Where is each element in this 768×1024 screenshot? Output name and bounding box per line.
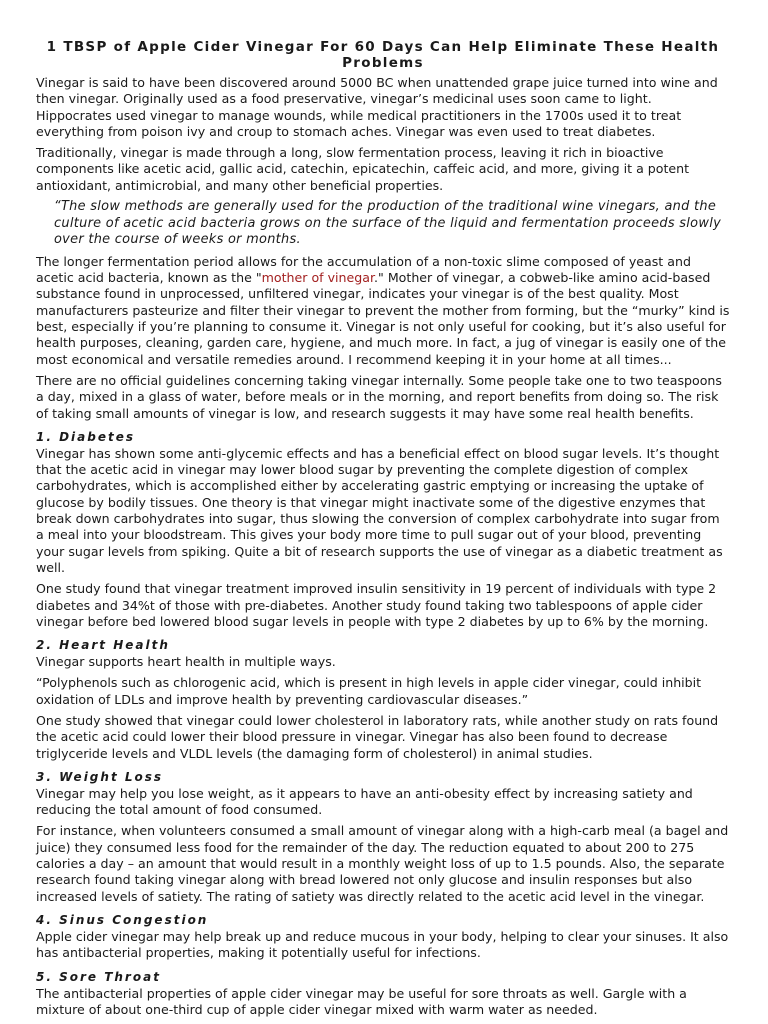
intro-paragraph-1: Vinegar is said to have been discovered around 5000 BC when unattended grape juice turned into wine and then vinegar. Originally used as a food preservative, vinegar’s medicinal uses soon came to light. Hippocrates used vinegar to manage wounds, while medical practitioners in the 1700s used it to treat everything from poison ivy and croup to stomach aches. Vinegar was even used to treat diabetes.: [36, 75, 718, 139]
sinus-congestion-paragraph-1: Apple cider vinegar may help break up and reduce mucous in your body, helping to clear your sinuses. It also has antibacterial properties, making it potentially useful for infections.: [36, 928, 729, 961]
diabetes-paragraph-1: Vinegar has shown some anti-glycemic effects and has a beneficial effect on blood sugar levels. It’s thought that the acetic acid in vinegar may lower blood sugar by preventing the complete digestion of complex carbohydrates, which is accomplished either by accelerating gastric emptying or increasing the uptake of glucose by bodily tissues. One theory is that vinegar might inactivate some of the digestive enzymes that break down carbohydrates into sugar, thus slowing the conversion of complex carbohydrate into sugar from a meal into your bloodstream. This gives your body more time to pull sugar out of your blood, preventing your sugar levels from spiking. Quite a bit of research supports the use of vinegar as a diabetic treatment as well.: [36, 445, 723, 575]
sore-throat-paragraph-1: The antibacterial properties of apple cider vinegar may be useful for sore throats as well. Gargle with a mixture of about one-third cup of apple cider vinegar mixed with warm water as needed.: [36, 985, 687, 1017]
diabetes-paragraph-2: One study found that vinegar treatment improved insulin sensitivity in 19 percent of individuals with type 2 diabetes and 34%t of those with pre-diabetes. Another study found taking two tablespoons of apple cider vinegar before bed lowered blood sugar levels in people with type 2 diabetes by up to 6% by the morning.: [36, 581, 717, 629]
section-heading-weight-loss: 3. Weight Loss: [36, 769, 164, 784]
section-heading-diabetes: 1. Diabetes: [36, 429, 136, 444]
heart-health-paragraph-2: “Polyphenols such as chlorogenic acid, which is present in high levels in apple cider vinegar, could inhibit oxidation of LDLs and improve health by preventing cardiovascular diseases.”: [36, 675, 702, 707]
intro-paragraph-3-start: The longer fermentation period allows for the accumulation of a non-toxic slime composed of yeast and acetic acid bacteria, known as the ": [36, 253, 691, 286]
weight-loss-paragraph-2: For instance, when volunteers consumed a small amount of vinegar along with a high-carb meal (a bagel and juice) they consumed less food for the remainder of the day. The reduction equated to about 200 to 275 calories a day – an amount that would result in a monthly weight loss of up to 1.5 pounds. Also, the separate research found taking vinegar along with bread lowered not only glucose and insulin responses but also increased levels of satiety. The rating of satiety was directly related to the acetic acid level in the vinegar.: [36, 823, 729, 904]
mother-of-vinegar-link[interactable]: mother of vinegar: [261, 270, 375, 286]
heart-health-paragraph-1: Vinegar supports heart health in multiple ways.: [36, 654, 336, 670]
section-heading-sinus-congestion: 4. Sinus Congestion: [36, 912, 209, 927]
weight-loss-paragraph-1: Vinegar may help you lose weight, as it appears to have an anti-obesity effect by increasing satiety and reducing the total amount of food consumed.: [36, 785, 693, 818]
intro-paragraph-2: Traditionally, vinegar is made through a long, slow fermentation process, leaving it rich in bioactive components like acetic acid, gallic acid, catechin, epicatechin, caffeic acid, and more, giving it a potent antioxidant, antimicrobial, and many other beneficial properties.: [36, 145, 690, 193]
intro-paragraph-3-end: ." Mother of vinegar, a cobweb-like amino acid-based substance found in unprocessed, unfiltered vinegar, indicates your vinegar is of the best quality. Most manufacturers pasteurize and filter their vinegar to prevent the mother from forming, but the “murky” kind is best, especially if you’re planning to consume it. Vinegar is not only useful for cooking, but it’s also useful for health purposes, cleaning, garden care, hygiene, and much more. In fact, a jug of vinegar is easily one of the most economical and versatile remedies around. I recommend keeping it in your home at all times...: [36, 270, 730, 367]
intro-paragraph-3: [36, 254, 730, 368]
intro-quote: “The slow methods are generally used for the production of the traditional wine vinegars, and the culture of acetic acid bacteria grows on the surface of the liquid and fermentation proceeds slowly over the course of weeks or months.: [54, 199, 722, 248]
section-heading-heart-health: 2. Heart Health: [36, 638, 170, 653]
section-heading-sore-throat: 5. Sore Throat: [36, 969, 161, 984]
document-title: 1 TBSP of Apple Cider Vinegar For 60 Days Can Help Eliminate These Health Problems: [46, 39, 720, 71]
intro-paragraph-4: There are no official guidelines concerning taking vinegar internally. Some people take one to two teaspoons a day, mixed in a glass of water, before meals or in the morning, and report benefits from doing so. The risk of taking small amounts of vinegar is low, and research suggests it may have some real health benefits.: [36, 372, 722, 421]
heart-health-paragraph-3: One study showed that vinegar could lower cholesterol in laboratory rats, while another study on rats found the acetic acid could lower their blood pressure in vinegar. Vinegar has also been found to decrease triglyceride levels and VLDL levels (the damaging form of cholesterol) in animal studies.: [36, 712, 719, 761]
